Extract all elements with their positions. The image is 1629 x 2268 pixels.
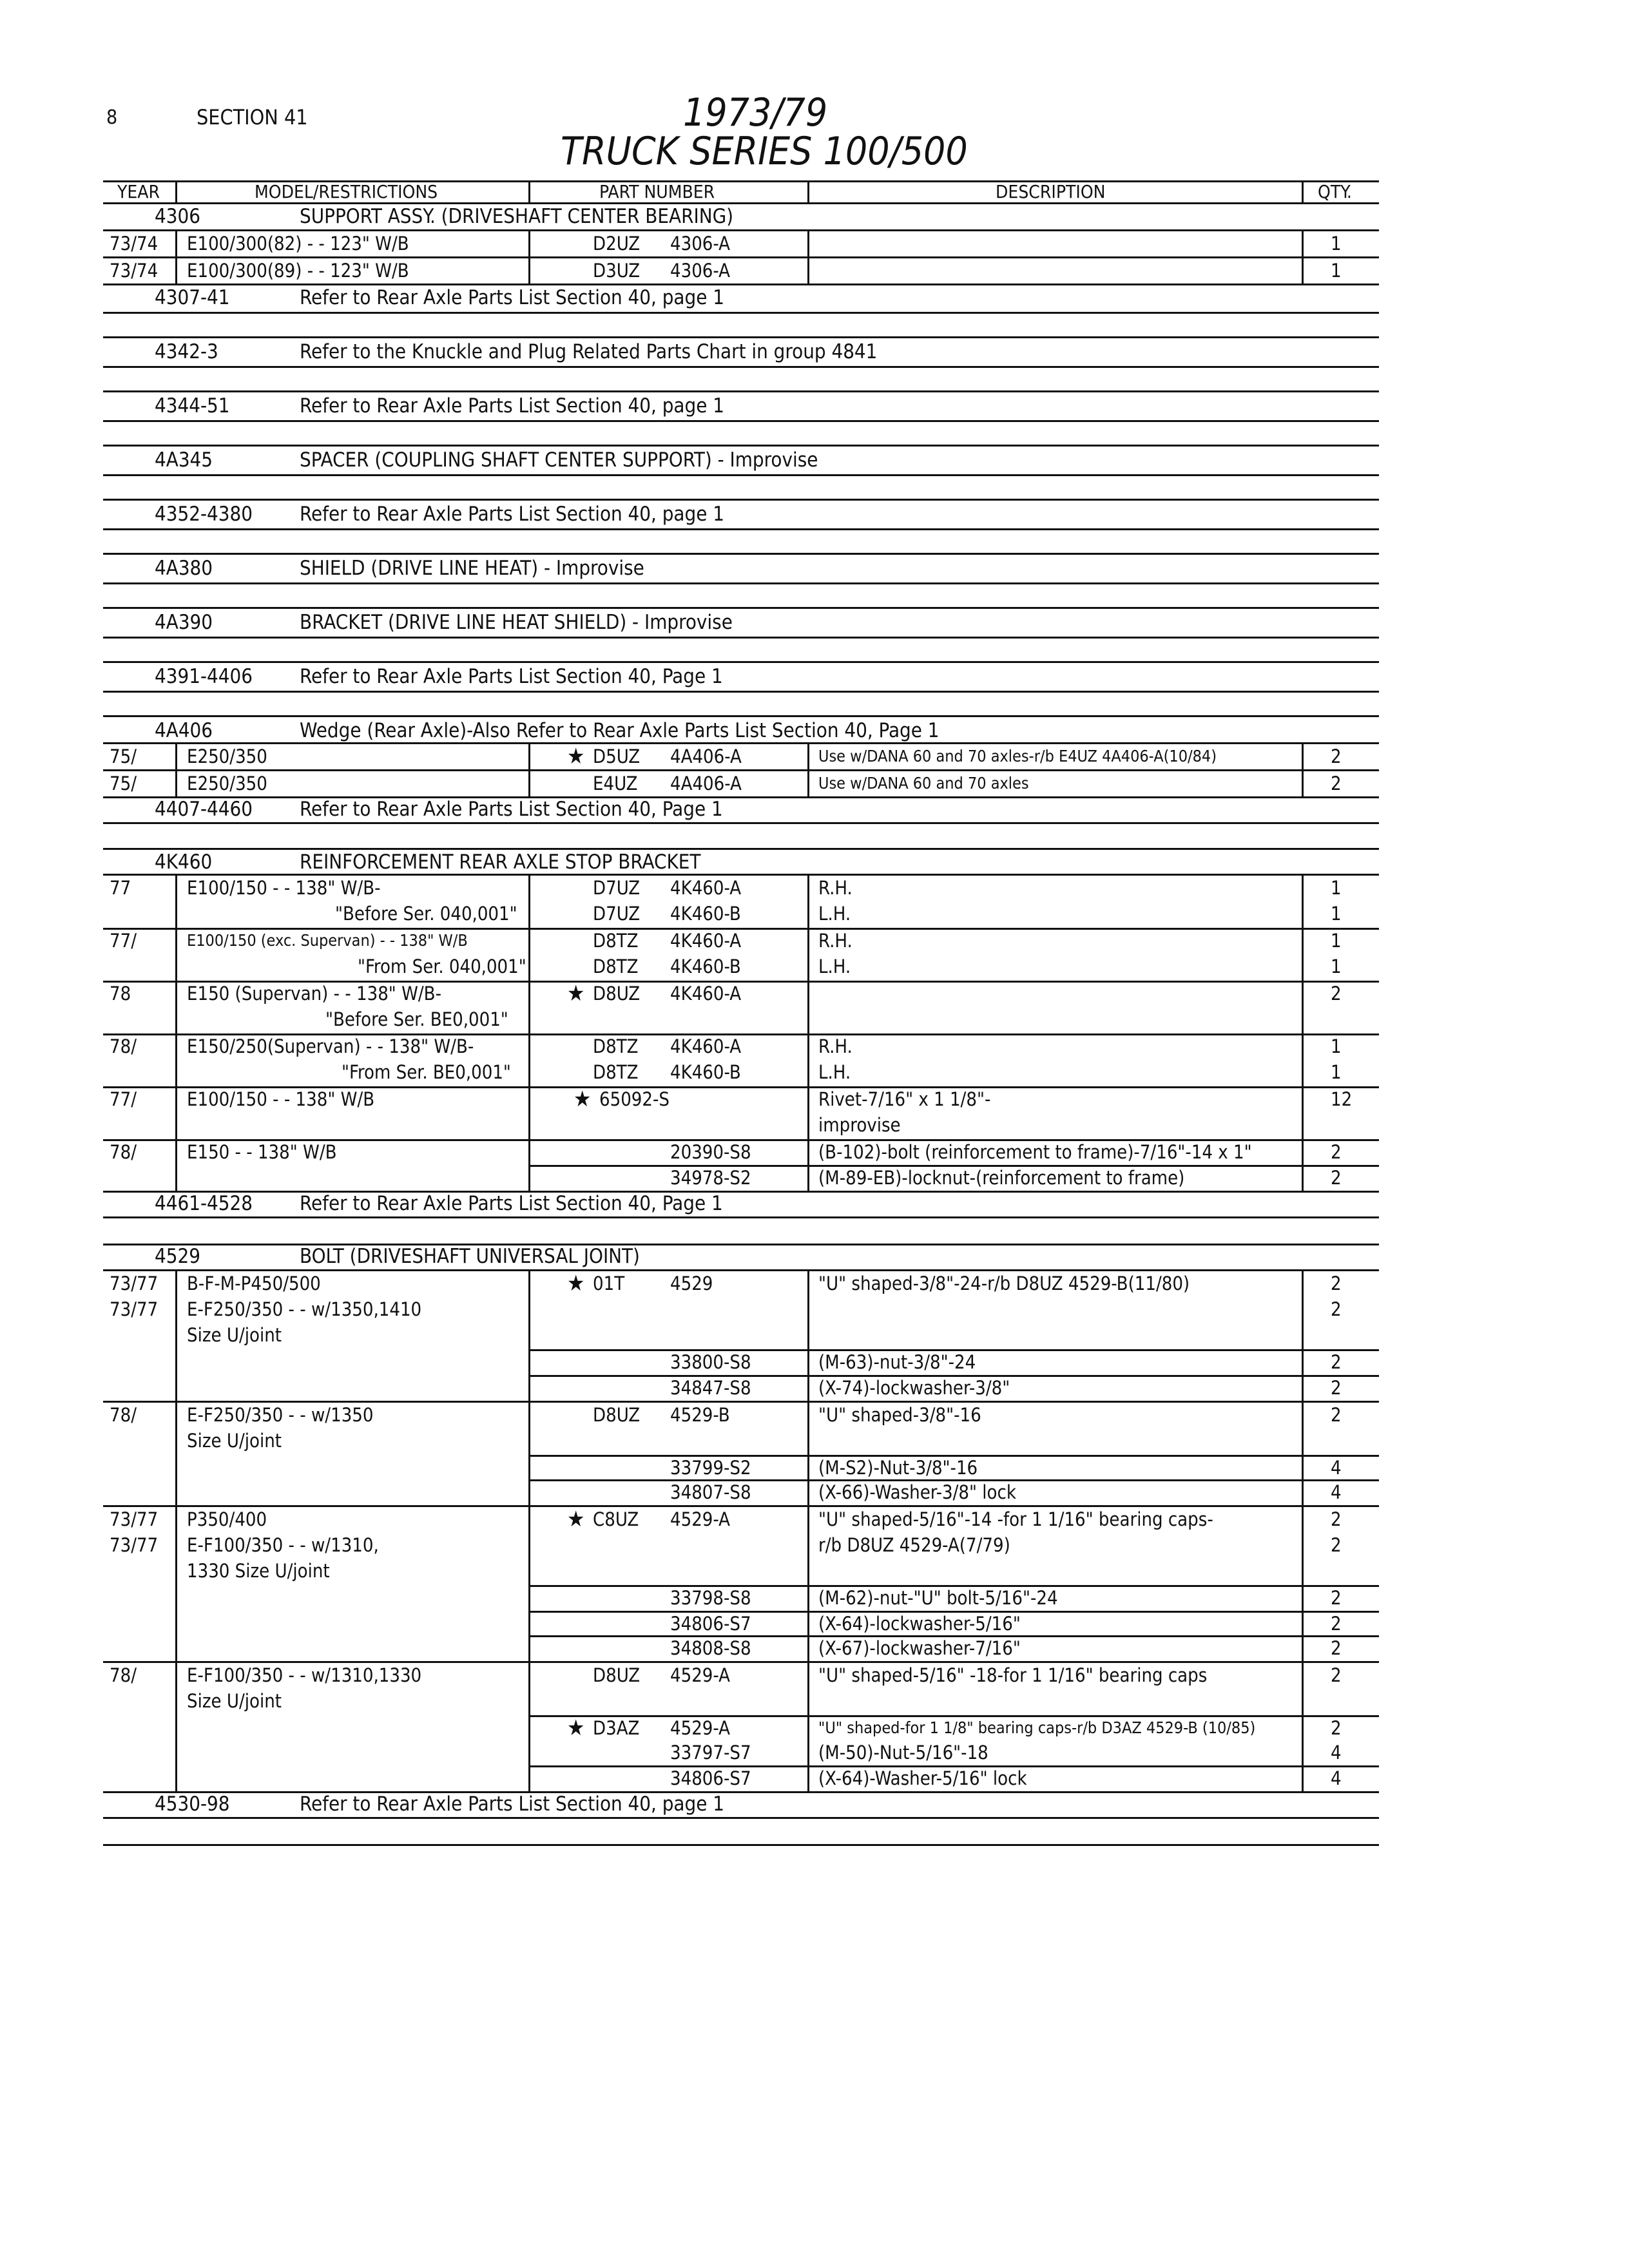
part-number: 4A406-A: [670, 745, 742, 767]
qty-cell: 2: [1331, 773, 1342, 794]
description-cell: (M-89-EB)-locknut-(reinforcement to frame): [818, 1167, 1185, 1189]
year-cell: 73/77: [110, 1298, 159, 1320]
model-cell: 1330 Size U/joint: [187, 1560, 330, 1582]
divider: [175, 1269, 177, 1791]
part-number: 4K460-A: [670, 930, 742, 952]
year-cell: 75/: [110, 745, 137, 767]
col-qty: QTY.: [1318, 181, 1352, 202]
part-number: 4306-A: [670, 260, 731, 282]
description-cell: (M-62)-nut-"U" bolt-5/16"-24: [818, 1587, 1058, 1609]
year-cell: 73/77: [110, 1508, 159, 1530]
row-rule: [103, 336, 1379, 338]
part-number: 34978-S2: [670, 1167, 751, 1189]
part-number: 4K460-B: [670, 956, 741, 977]
row-rule: [103, 822, 1379, 824]
description-cell: (M-50)-Nut-5/16"-18: [818, 1742, 988, 1763]
row-rule: [103, 691, 1379, 693]
star-icon: ★: [567, 1715, 585, 1741]
model-cell: "Before Ser. 040,001": [335, 903, 517, 925]
model-cell: E100/300(89) - - 123" W/B: [187, 260, 409, 282]
part-number: 33798-S8: [670, 1587, 751, 1609]
year-range: 1973/79: [683, 90, 828, 135]
group-title: Wedge (Rear Axle)-Also Refer to Rear Axle Parts List Section 40, Page 1: [300, 719, 940, 742]
row-rule: [103, 1791, 1379, 1793]
qty-cell: 2: [1331, 1508, 1342, 1530]
description-cell: Use w/DANA 60 and 70 axles: [818, 774, 1029, 793]
divider: [807, 874, 809, 1191]
col-year: YEAR: [117, 181, 160, 202]
model-cell: E250/350: [187, 745, 267, 767]
part-prefix: 01T: [593, 1273, 625, 1294]
qty-cell: 2: [1331, 1587, 1342, 1609]
row-rule: [103, 715, 1379, 717]
part-prefix: D8TZ: [593, 1061, 639, 1083]
row-rule: [103, 390, 1379, 392]
description-cell: r/b D8UZ 4529-A(7/79): [818, 1534, 1010, 1556]
description-cell: L.H.: [818, 903, 851, 925]
model-cell: E150 - - 138" W/B: [187, 1141, 337, 1163]
divider: [807, 1269, 809, 1791]
part-number: 4K460-A: [670, 877, 742, 899]
description-cell: R.H.: [818, 930, 853, 952]
row-rule: [103, 445, 1379, 447]
star-icon: ★: [567, 744, 585, 769]
model-cell: E150/250(Supervan) - - 138" W/B-: [187, 1035, 474, 1057]
qty-cell: 1: [1331, 260, 1342, 282]
qty-cell: 2: [1331, 1717, 1342, 1739]
divider: [528, 180, 530, 202]
divider: [1302, 180, 1304, 202]
row-rule: [103, 284, 1379, 285]
model-cell: Size U/joint: [187, 1690, 282, 1712]
model-cell: E250/350: [187, 773, 267, 794]
part-number: 20390-S8: [670, 1141, 751, 1163]
part-prefix: D3AZ: [593, 1717, 640, 1739]
group-title: Refer to Rear Axle Parts List Section 40, page 1: [300, 1792, 724, 1816]
group-number: 4344-51: [155, 394, 230, 418]
model-cell: E100/150 (exc. Supervan) - - 138" W/B: [187, 931, 468, 950]
row-rule: [103, 420, 1379, 422]
part-prefix: D8TZ: [593, 930, 639, 952]
qty-cell: 1: [1331, 877, 1342, 899]
part-number: 4K460-B: [670, 1061, 741, 1083]
model-cell: "Before Ser. BE0,001": [325, 1008, 508, 1030]
group-number: 4A390: [155, 611, 213, 634]
model-cell: E100/150 - - 138" W/B: [187, 1088, 375, 1110]
description-cell: (X-67)-lockwasher-7/16": [818, 1637, 1021, 1659]
description-cell: "U" shaped-5/16"-14 -for 1 1/16" bearing caps-: [818, 1508, 1213, 1530]
group-title: SPACER (COUPLING SHAFT CENTER SUPPORT) - Improvise: [300, 448, 818, 472]
qty-cell: 1: [1331, 903, 1342, 925]
part-number: 4529-A: [670, 1664, 731, 1686]
group-number: 4306: [155, 205, 200, 228]
row-rule: [103, 848, 1379, 850]
description-cell: Use w/DANA 60 and 70 axles-r/b E4UZ 4A406-A(10/84): [818, 747, 1217, 765]
part-number: 33797-S7: [670, 1742, 751, 1763]
model-cell: E-F100/350 - - w/1310,1330: [187, 1664, 422, 1686]
divider: [807, 180, 809, 202]
group-number: 4342-3: [155, 340, 218, 363]
star-icon: ★: [567, 1506, 585, 1532]
row-rule: [103, 312, 1379, 314]
description-cell: (M-S2)-Nut-3/8"-16: [818, 1457, 978, 1479]
divider: [807, 742, 809, 796]
qty-cell: 2: [1331, 1273, 1342, 1294]
group-number: 4529: [155, 1245, 200, 1268]
divider: [1302, 742, 1304, 796]
part-number: 34807-S8: [670, 1481, 751, 1503]
group-title: Refer to Rear Axle Parts List Section 40, Page 1: [300, 665, 723, 688]
star-icon: ★: [574, 1086, 592, 1112]
description-cell: L.H.: [818, 956, 851, 977]
part-number: 33800-S8: [670, 1351, 751, 1373]
part-number: 4K460-A: [670, 1035, 742, 1057]
page-title: TRUCK SERIES 100/500: [561, 129, 968, 174]
year-cell: 78/: [110, 1664, 137, 1686]
part-number: 4529-B: [670, 1404, 730, 1426]
qty-cell: 2: [1331, 983, 1342, 1004]
group-number: 4391-4406: [155, 665, 253, 688]
row-rule: [103, 1216, 1379, 1218]
part-number: 34808-S8: [670, 1637, 751, 1659]
group-title: Refer to Rear Axle Parts List Section 40, page 1: [300, 286, 724, 309]
divider: [1302, 229, 1304, 284]
model-cell: E150 (Supervan) - - 138" W/B-: [187, 983, 441, 1004]
model-cell: P350/400: [187, 1508, 267, 1530]
part-prefix: D8UZ: [593, 1664, 641, 1686]
group-number: 4530-98: [155, 1792, 230, 1816]
row-rule: [103, 553, 1379, 555]
divider: [528, 874, 530, 1191]
description-cell: "U" shaped-3/8"-24-r/b D8UZ 4529-B(11/80): [818, 1273, 1190, 1294]
row-rule: [103, 582, 1379, 584]
qty-cell: 2: [1331, 1613, 1342, 1635]
part-prefix: D7UZ: [593, 903, 641, 925]
model-cell: Size U/joint: [187, 1324, 282, 1346]
divider: [175, 742, 177, 796]
year-cell: 78: [110, 983, 131, 1004]
divider: [175, 180, 177, 202]
description-cell: "U" shaped-for 1 1/8" bearing caps-r/b D3AZ 4529-B (10/85): [818, 1718, 1256, 1737]
part-prefix: D2UZ: [593, 233, 641, 255]
group-number: 4307-41: [155, 286, 230, 309]
year-cell: 78/: [110, 1035, 137, 1057]
part-prefix: C8UZ: [593, 1508, 639, 1530]
group-title: BOLT (DRIVESHAFT UNIVERSAL JOINT): [300, 1245, 640, 1268]
qty-cell: 2: [1331, 1377, 1342, 1399]
year-cell: 78/: [110, 1404, 137, 1426]
group-number: 4A345: [155, 448, 213, 472]
part-prefix: D8UZ: [593, 983, 641, 1004]
group-title: Refer to Rear Axle Parts List Section 40, page 1: [300, 394, 724, 418]
qty-cell: 1: [1331, 1061, 1342, 1083]
qty-cell: 4: [1331, 1457, 1342, 1479]
model-cell: B-F-M-P450/500: [187, 1273, 321, 1294]
divider: [175, 874, 177, 1191]
part-number: 4K460-B: [670, 903, 741, 925]
col-description: DESCRIPTION: [996, 181, 1106, 202]
star-icon: ★: [567, 981, 585, 1006]
group-title: REINFORCEMENT REAR AXLE STOP BRACKET: [300, 850, 701, 874]
qty-cell: 4: [1331, 1481, 1342, 1503]
part-prefix: D8TZ: [593, 956, 639, 977]
year-cell: 73/77: [110, 1534, 159, 1556]
row-rule: [103, 1844, 1379, 1846]
qty-cell: 1: [1331, 1035, 1342, 1057]
part-number: 4529: [670, 1273, 713, 1294]
year-cell: 77/: [110, 930, 137, 952]
part-number: 4529-A: [670, 1508, 731, 1530]
divider: [807, 229, 809, 284]
star-icon: ★: [567, 1271, 585, 1296]
year-cell: 78/: [110, 1141, 137, 1163]
year-cell: 77: [110, 877, 131, 899]
model-cell: "From Ser. 040,001": [358, 956, 526, 977]
description-cell: "U" shaped-3/8"-16: [818, 1404, 981, 1426]
description-cell: L.H.: [818, 1061, 851, 1083]
qty-cell: 2: [1331, 1404, 1342, 1426]
year-cell: 75/: [110, 773, 137, 794]
row-rule: [103, 366, 1379, 368]
part-number: 65092-S: [599, 1088, 670, 1110]
header-rule: [103, 202, 1379, 204]
qty-cell: 2: [1331, 1637, 1342, 1659]
qty-cell: 1: [1331, 233, 1342, 255]
row-rule: [103, 1191, 1379, 1193]
row-rule: [103, 661, 1379, 663]
divider: [528, 1269, 530, 1791]
qty-cell: 2: [1331, 745, 1342, 767]
divider: [528, 742, 530, 796]
description-cell: Rivet-7/16" x 1 1/8"-: [818, 1088, 991, 1110]
group-number: 4407-4460: [155, 798, 253, 821]
group-number: 4352-4380: [155, 503, 253, 526]
qty-cell: 2: [1331, 1167, 1342, 1189]
year-cell: 73/74: [110, 233, 159, 255]
part-number: 4K460-A: [670, 983, 742, 1004]
group-number: 4K460: [155, 850, 213, 874]
part-prefix: D8UZ: [593, 1404, 641, 1426]
description-cell: (M-63)-nut-3/8"-24: [818, 1351, 976, 1373]
qty-cell: 2: [1331, 1664, 1342, 1686]
col-part-number: PART NUMBER: [599, 181, 715, 202]
qty-cell: 4: [1331, 1767, 1342, 1789]
qty-cell: 2: [1331, 1534, 1342, 1556]
part-number: 4529-A: [670, 1717, 731, 1739]
part-number: 33799-S2: [670, 1457, 751, 1479]
qty-cell: 4: [1331, 1742, 1342, 1763]
divider: [528, 229, 530, 284]
part-number: 34847-S8: [670, 1377, 751, 1399]
divider: [1302, 1269, 1304, 1791]
row-rule: [103, 528, 1379, 530]
part-number: 34806-S7: [670, 1613, 751, 1635]
qty-cell: 2: [1331, 1141, 1342, 1163]
group-title: Refer to Rear Axle Parts List Section 40, Page 1: [300, 798, 723, 821]
qty-cell: 1: [1331, 956, 1342, 977]
description-cell: R.H.: [818, 1035, 853, 1057]
qty-cell: 2: [1331, 1298, 1342, 1320]
row-rule: [103, 607, 1379, 609]
model-cell: E-F250/350 - - w/1350,1410: [187, 1298, 422, 1320]
row-rule: [103, 474, 1379, 476]
description-cell: (X-66)-Washer-3/8" lock: [818, 1481, 1016, 1503]
row-rule: [103, 637, 1379, 639]
model-cell: E-F100/350 - - w/1310,: [187, 1534, 379, 1556]
qty-cell: 2: [1331, 1351, 1342, 1373]
qty-cell: 1: [1331, 930, 1342, 952]
col-model: MODEL/RESTRICTIONS: [255, 181, 438, 202]
part-number: 4A406-A: [670, 773, 742, 794]
row-rule: [103, 1244, 1379, 1245]
description-cell: R.H.: [818, 877, 853, 899]
part-prefix: D3UZ: [593, 260, 641, 282]
divider: [175, 229, 177, 284]
description-cell: improvise: [818, 1114, 901, 1136]
model-cell: E100/150 - - 138" W/B-: [187, 877, 381, 899]
description-cell: (B-102)-bolt (reinforcement to frame)-7/16"-14 x 1": [818, 1141, 1252, 1163]
group-number: 4A380: [155, 557, 213, 580]
row-rule: [103, 499, 1379, 501]
model-cell: Size U/joint: [187, 1430, 282, 1452]
qty-cell: 12: [1331, 1088, 1353, 1110]
row-rule: [103, 796, 1379, 798]
group-title: BRACKET (DRIVE LINE HEAT SHIELD) - Improvise: [300, 611, 733, 634]
description-cell: "U" shaped-5/16" -18-for 1 1/16" bearing caps: [818, 1664, 1208, 1686]
row-rule: [103, 1817, 1379, 1819]
part-prefix: E4UZ: [593, 773, 638, 794]
group-number: 4A406: [155, 719, 213, 742]
part-prefix: D8TZ: [593, 1035, 639, 1057]
section-label: SECTION 41: [197, 105, 308, 130]
year-cell: 73/77: [110, 1273, 159, 1294]
group-number: 4461-4528: [155, 1192, 253, 1215]
group-title: Refer to Rear Axle Parts List Section 40, page 1: [300, 503, 724, 526]
group-title: Refer to Rear Axle Parts List Section 40, Page 1: [300, 1192, 723, 1215]
year-cell: 73/74: [110, 260, 159, 282]
group-title: Refer to the Knuckle and Plug Related Parts Chart in group 4841: [300, 340, 878, 363]
part-number: 4306-A: [670, 233, 731, 255]
description-cell: (X-64)-Washer-5/16" lock: [818, 1767, 1027, 1789]
divider: [1302, 874, 1304, 1191]
description-cell: (X-74)-lockwasher-3/8": [818, 1377, 1010, 1399]
model-cell: E-F250/350 - - w/1350: [187, 1404, 374, 1426]
group-title: SUPPORT ASSY. (DRIVESHAFT CENTER BEARING): [300, 205, 734, 228]
year-cell: 77/: [110, 1088, 137, 1110]
part-prefix: D5UZ: [593, 745, 641, 767]
model-cell: E100/300(82) - - 123" W/B: [187, 233, 409, 255]
group-title: SHIELD (DRIVE LINE HEAT) - Improvise: [300, 557, 644, 580]
part-prefix: D7UZ: [593, 877, 641, 899]
description-cell: (X-64)-lockwasher-5/16": [818, 1613, 1021, 1635]
page-number: 8: [106, 106, 118, 129]
part-number: 34806-S7: [670, 1767, 751, 1789]
model-cell: "From Ser. BE0,001": [342, 1061, 511, 1083]
